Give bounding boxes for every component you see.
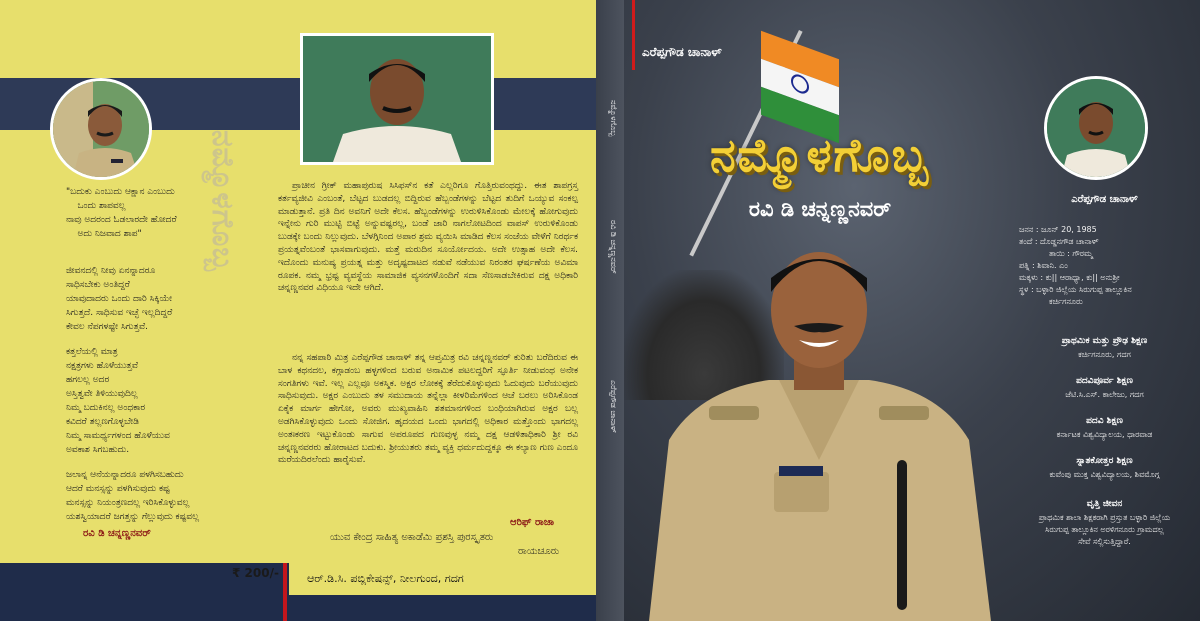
poem-block-1: "ಬದುಕು ಎಂಬುದು ಆಕ್ಷಾನ ಎಂಬುದು ಒಂದು ಶಾಪವಲ್ಲ ನಾವು ಅದರಂದ ಓಡಲಾರದೇ ಹೋದರೆ ಅದು ನಿಜವಾದ ಶಾಪ" <box>66 187 177 239</box>
career-line: ಪ್ರಾಥಮಿಕ ಶಾಲಾ ಶಿಕ್ಷಕರಾಗಿ ಪ್ರಸ್ತುತ ಬಳ್ಳಾರಿ ಜಿಲ್ಲೆಯ <box>1038 513 1171 522</box>
blurb-paragraph-1: ಪ್ರಾಚೀನ ಗ್ರೀಕ್ ಮಹಾಪುರುಷ ಸಿಸಿಫಸ್‌ನ ಕತೆ ಎಲ್ಲರಿಗೂ ಗೊತ್ತಿರುವಂಥದ್ದು. ಈತ ಶಾಪಗ್ರಸ್ತ ಕರ್ತವ್ಯಜೀವಿ ಎಂಬಂತೆ, ಬೆಟ್ಟದ ಬುಡದಲ್ಲ ಬಿದ್ದಿರುವ ಹೆಬ್ಬಂಡೆಗಳನ್ನು ಬೆಟ್ಟದ ತುದಿಗೆ ಒಯ್ಯುವ ಸಂಕಲ್ಪ ಮಾಡುತ್ತಾನೆ. ಪ್ರತಿ ದಿನ ಅವನಿಗೆ ಅದೇ ಕೆಲಸ. ಹೆಬ್ಬಂಡೆಗಳನ್ನು ಉರುಳಿಸಿಕೊಂಡು ಮೇಲಕ್ಕೆ ಹೋಗುವುದು ಇನ್ನೇನು ಗುರಿ ಮುಟ್ಟಿ ಬಿಟ್ಟೆ ಅನ್ನುವಷ್ಟರಲ್ಲ, ಬಂಡೆ ಜಾರಿ ನಾಗಲೋಟದಿಂದ ವಾಪಸ್ ಉರುಳಿಕೊಂಡು ಬುಡಕ್ಕೇ ಬಂದು ನಿಲ್ಲುವುದು. ಬೆಳಗ್ಗಿನಿಂದ ಅಪಾರ ಶ್ರಮ ವ್ಯಯಿಸಿ ಮಾಡಿದ ಕೆಲಸ ಸಂಜೆಯ ವೇಳೆಗೆ ನಿರರ್ಥಕ ಪ್ರಯತ್ನವೆಂಬಂತೆ ಭಾಸವಾಗುವುದು. ಮತ್ತೆ ಮರುದಿನ ಸೂರ್ಯೋದಯ. ಅದೇ ಉತ್ಸಾಹ ಅದೇ ಕೆಲಸ. ಇದೊಂದು ಮನುಷ್ಯ ಪ್ರಯತ್ನ ಮತ್ತು ಅದೃಷ್ಟದಾಟದ ನಡುವೆ ನಡೆಯುವ ನಿರಂತರ ಘರ್ಷಣೆಯ ಅವಿಮಾ ರೂಪಕ. ನಮ್ಮ ಭ್ರಷ್ಟ ವ್ಯವಸ್ಥೆಯ ಸಾಮಾಜಿಕ ವ್ಯಸನಗಳೊಂದಿಗೆ ಸದಾ ಸೆಣಸಾಡಬೇಕಿರುವ ದಕ್ಷ ಅಧಿಕಾರಿ ಚನ್ನಣ್ಣನವರ ವಿಧಿಯೂ ಇದೇ ಆಗಿದೆ. <box>278 181 578 294</box>
poem-block-4: ಜಲಾನ್ನ ಆನೆಯನ್ನಾದರೂ ಪಳಗಿಸಬಹುದು ಆದರೆ ಮನಸ್ಸನ್ನು ಪಳಗಿಸುವುದು ಕಷ್ಟ ಮನಸ್ಸನ್ನು ನಿಯಂತ್ರಣದಲ್ಲ ಇರಿಸಿಕೊಳ್ಳುವಲ್ಲ ಯಶಸ್ವಿಯಾದರೆ ಜಗತ್ತನ್ನು ಗೆಲ್ಲುವುದು ಕಷ್ಟವಲ್ಲ <box>66 470 200 522</box>
edu-primary-value: ಕರ್ಚಿಗನೂರು, ಗದಗ <box>1078 350 1131 359</box>
spine-title: ನಮ್ಮೊಳಗೊಬ್ಬ <box>609 100 618 137</box>
publisher-box <box>289 563 596 595</box>
spine-text <box>604 100 618 520</box>
profile-portrait-circle <box>1044 76 1148 180</box>
career-line: ಸೇವೆ ಸಲ್ಲಿಸುತ್ತಿದ್ದಾರೆ. <box>1078 537 1131 546</box>
book-spine <box>596 0 624 621</box>
edu-primary-heading: ಪ್ರಾಥಮಿಕ ಮತ್ತು ಪ್ರೌಢ ಶಿಕ್ಷಣ <box>1061 336 1148 346</box>
edu-pg-heading: ಸ್ನಾತಕೋತ್ತರ ಶಿಕ್ಷಣ <box>1076 456 1133 466</box>
poem-block-2: ಜೀವನದಲ್ಲಿ ನೀವು ಏನನ್ನಾದರೂ ಸಾಧಿಸಬೇಕು ಅಂತಿದ್ದರೆ ಯಾವುದಾದರು ಒಂದು ದಾರಿ ಸಿಕ್ಕಿಯೇ ಸಿಗುತ್ತದೆ. ಸಾಧಿಸುವ ಇಚ್ಛೆ ಇಲ್ಲದಿದ್ದರೆ ಕೇವಲ ನೆಪಗಳಷ್ಟೇ ಸಿಗುತ್ತವೆ. <box>66 266 173 332</box>
indian-flag-icon <box>761 31 839 143</box>
red-stripe <box>632 0 635 70</box>
career-line: ಸಿರುಗುಪ್ಪ ತಾಲ್ಲೂಕಿನ ಅರಳಿಗನೂರು ಗ್ರಾಮದಲ್ಲ <box>1045 525 1164 534</box>
signatory-name: ಆರಿಫ್ ರಾಜಾ <box>510 517 555 528</box>
edu-degree-value: ಕರ್ನಾಟಕ ವಿಶ್ವವಿದ್ಯಾಲಯ, ಧಾರವಾಡ <box>1056 430 1153 439</box>
signatory-title: ಯುವ ಕೇಂದ್ರ ಸಾಹಿತ್ಯ ಅಕಾಡೆಮಿ ಪ್ರಶಸ್ತಿ ಪುರಸ್ಕೃತರು <box>330 532 494 543</box>
back-cover <box>0 0 596 621</box>
bio-line: ಕರ್ಚಿಗನೂರು <box>1049 297 1083 306</box>
red-accent-mark <box>283 563 287 621</box>
profile-name: ಎರೆಪ್ಪಗೌಡ ಚಾನಾಳ್ <box>1071 194 1138 205</box>
bio-line: ಮಕ್ಕಳು : ಕು|| ಆರಾಧ್ಯಾ, ಕು|| ಅನುಶ್ರೀ <box>1019 273 1120 282</box>
back-vertical-title: ನಮ್ಮೊಳಗೊಬ್ಬ <box>205 130 240 272</box>
book-title: ನಮ್ಮೊಳಗೊಬ್ಬ <box>710 128 930 182</box>
signatory-place: ರಾಯಚೂರು <box>518 546 560 557</box>
spine-author: ರವಿ ಡಿ ಚನ್ನಣ್ಣನವರ್ <box>609 220 618 274</box>
edu-puc-heading: ಪದವಿಪೂರ್ವ ಶಿಕ್ಷಣ <box>1076 376 1133 386</box>
poem-block-3: ಕತ್ತಲೆಯಲ್ಲಿ ಮಾತ್ರ ನಕ್ಷತ್ರಗಳು ಹೊಳೆಯುತ್ತವೆ ಹಗಲಲ್ಲ ಅದರ ಅಸ್ತಿತ್ವವೇ ತಿಳಿಯುವುದಿಲ್ಲ ನಿಮ್ಮ ಬದುಕಿನಲ್ಲ ಅಂಧಕಾರ ಕವಿದರೆ ತಲ್ಲಣಗೊಳ್ಳಬೇಡಿ ನಿಮ್ಮ ಸಾಮರ್ಥ್ಯಗಳಂದ ಹೊಳೆಯುವ ಅವಕಾಶ ಸಿಗಬಹುದು. <box>66 347 170 455</box>
bio-line: ಸ್ಥಳ : ಬಳ್ಳಾರಿ ಜಿಲ್ಲೆಯ ಸಿರುಗುಪ್ಪ ತಾಲ್ಲೂಕಿನ <box>1019 285 1132 294</box>
author-name: ರವಿ ಡಿ ಚನ್ನಣ್ಣನವರ್ <box>748 197 892 221</box>
bio-line: ಜನನ : ಜೂನ್ 20, 1985 <box>1019 225 1097 234</box>
bio-line: ಪತ್ನಿ : ಶಿವಾನಿ. ಎಂ <box>1019 261 1068 270</box>
price-label: ₹ 200/- <box>232 566 279 580</box>
blurb-paragraph-2: ನನ್ನ ಸಹಪಾಠಿ ಮಿತ್ರ ಎರೆಪ್ಪಗೌಡ ಚಾನಾಳ್ ತನ್ನ ಆಪ್ತಮಿತ್ರ ರವಿ ಚನ್ನಣ್ಣನವರ್ ಕುರಿತು ಬರೆದಿರುವ ಈ ಬಾಳ ಕಥನದಲ, ಕಗ್ಗಾಡಂಬ ಹಳ್ಳಗಳಿಂದ ಬರುವ ಅನಾಮಿಕ ಪಟಲದ್ದರಿಗೆ ಸ್ಫೂರ್ತಿ ನೀಡುವಂಥ ಅನೇಕ ಸಂಗತಿಗಳು ಇವೆ. ಇಲ್ಲ ಎಲ್ಲವೂ ಅಕಸ್ಮಿಕ. ಅಕ್ಷರ ಲೋಕಕ್ಕೆ ತೆರೆದುಕೊಳ್ಳುವುದು ಓದುವುದು ಬರೆಯುವುದು ಸಾಧಿಸುವುದು. ಅಕ್ಷರ ಎಂಬುದು ತಳ ಸಮುದಾಯ ತನ್ನೆಲ್ಲಾ ಕೀಳರಿಮೆಗಳಿಂದ ಆಚೆ ಬರಲು ಅರಿಸಿಕೊಂಡ ಏಕೈಕ ಮಾರ್ಗ ಹೇಗೋ, ಅವರು ಮುಖ್ಯವಾಹಿನಿ ಶತಮಾನಗಳಿಂದ ಬಂಧಿಯಾಗಿರುವ ಅಕ್ಷರ ಬಲ್ಲ ಅಡಗಿಸಿಕೊಳ್ಳುವುದು ಒಂದು ಸೋಜಿಗ. ಹೃದಯದ ಒಂದು ಭಾಗದಲ್ಲಿ ಅಧಿಕಾರ ಮತ್ತೊಂದು ಭಾಗದಲ್ಲ ಅಂತಃಕರಣ ಇಟ್ಟುಕೊಂಡು ಸಾಗುವ ಅಪರೂಪದ ಗುಣವುಳ್ಳ ನಮ್ಮ ದಕ್ಷ ಆಡಳಿತಾಧಿಕಾರಿ ಶ್ರೀ ರವಿ ಚನ್ನಣ್ಣನವರರು ಹೋರಾಟದ ಬದುಕು. ಶ್ರೀಯುತರು ತಮ್ಮ ವ್ಯಕ್ತಿ ಧರ್ಮದುದ್ದಕ್ಕೂ ಈ ಕಲ್ಯಾಣ ಗುಣ ಎಂದೂ ಮರೆಯದಿರಲೆಂದು ಹಾರೈಸುವೆ. <box>278 353 578 466</box>
spine-channel: ಎರೆಪ್ಪಗೌಡ ಚಾನಾಳ್ <box>609 380 618 433</box>
edu-pg-value: ಕುವೆಂಪು ಮುಕ್ತ ವಿಶ್ವವಿದ್ಯಾಲಯ, ಶಿವಮೊಗ್ಗ <box>1049 470 1160 479</box>
author-portrait-circle <box>50 78 152 180</box>
career-heading: ವೃತ್ತಿ ಜೀವನ <box>1086 499 1123 509</box>
edu-degree-heading: ಪದವಿ ಶಿಕ್ಷಣ <box>1086 416 1123 426</box>
edu-puc-value: ಜೆಟಿ.ಸಿ.ಎಸ್. ಕಾಲೇಜು, ಗದಗ <box>1065 390 1144 399</box>
bio-line: ತಂದೆ : ದೊಡ್ಡನಗೌಡ ಚಾನಾಳ್ <box>1019 237 1099 246</box>
author-profile-panel <box>1009 66 1200 621</box>
bio-line: ತಾಯಿ : ಗೌರಮ್ಮ <box>1049 249 1093 258</box>
front-channel-label: ಎರೆಪ್ಪಗೌಡ ಚಾನಾಳ್ <box>642 45 722 59</box>
publisher-name: ಆರ್.ಡಿ.ಸಿ. ಪಬ್ಲಿಕೇಷನ್ಸ್, ನೀಲಗುಂದ, ಗದಗ <box>307 572 464 585</box>
poem-signature: ರವಿ ಡಿ ಚನ್ನಣ್ಣನವರ್ <box>83 528 151 539</box>
officer-portrait <box>629 230 1009 621</box>
author-portrait-photo <box>300 33 494 165</box>
front-cover <box>624 0 1200 621</box>
